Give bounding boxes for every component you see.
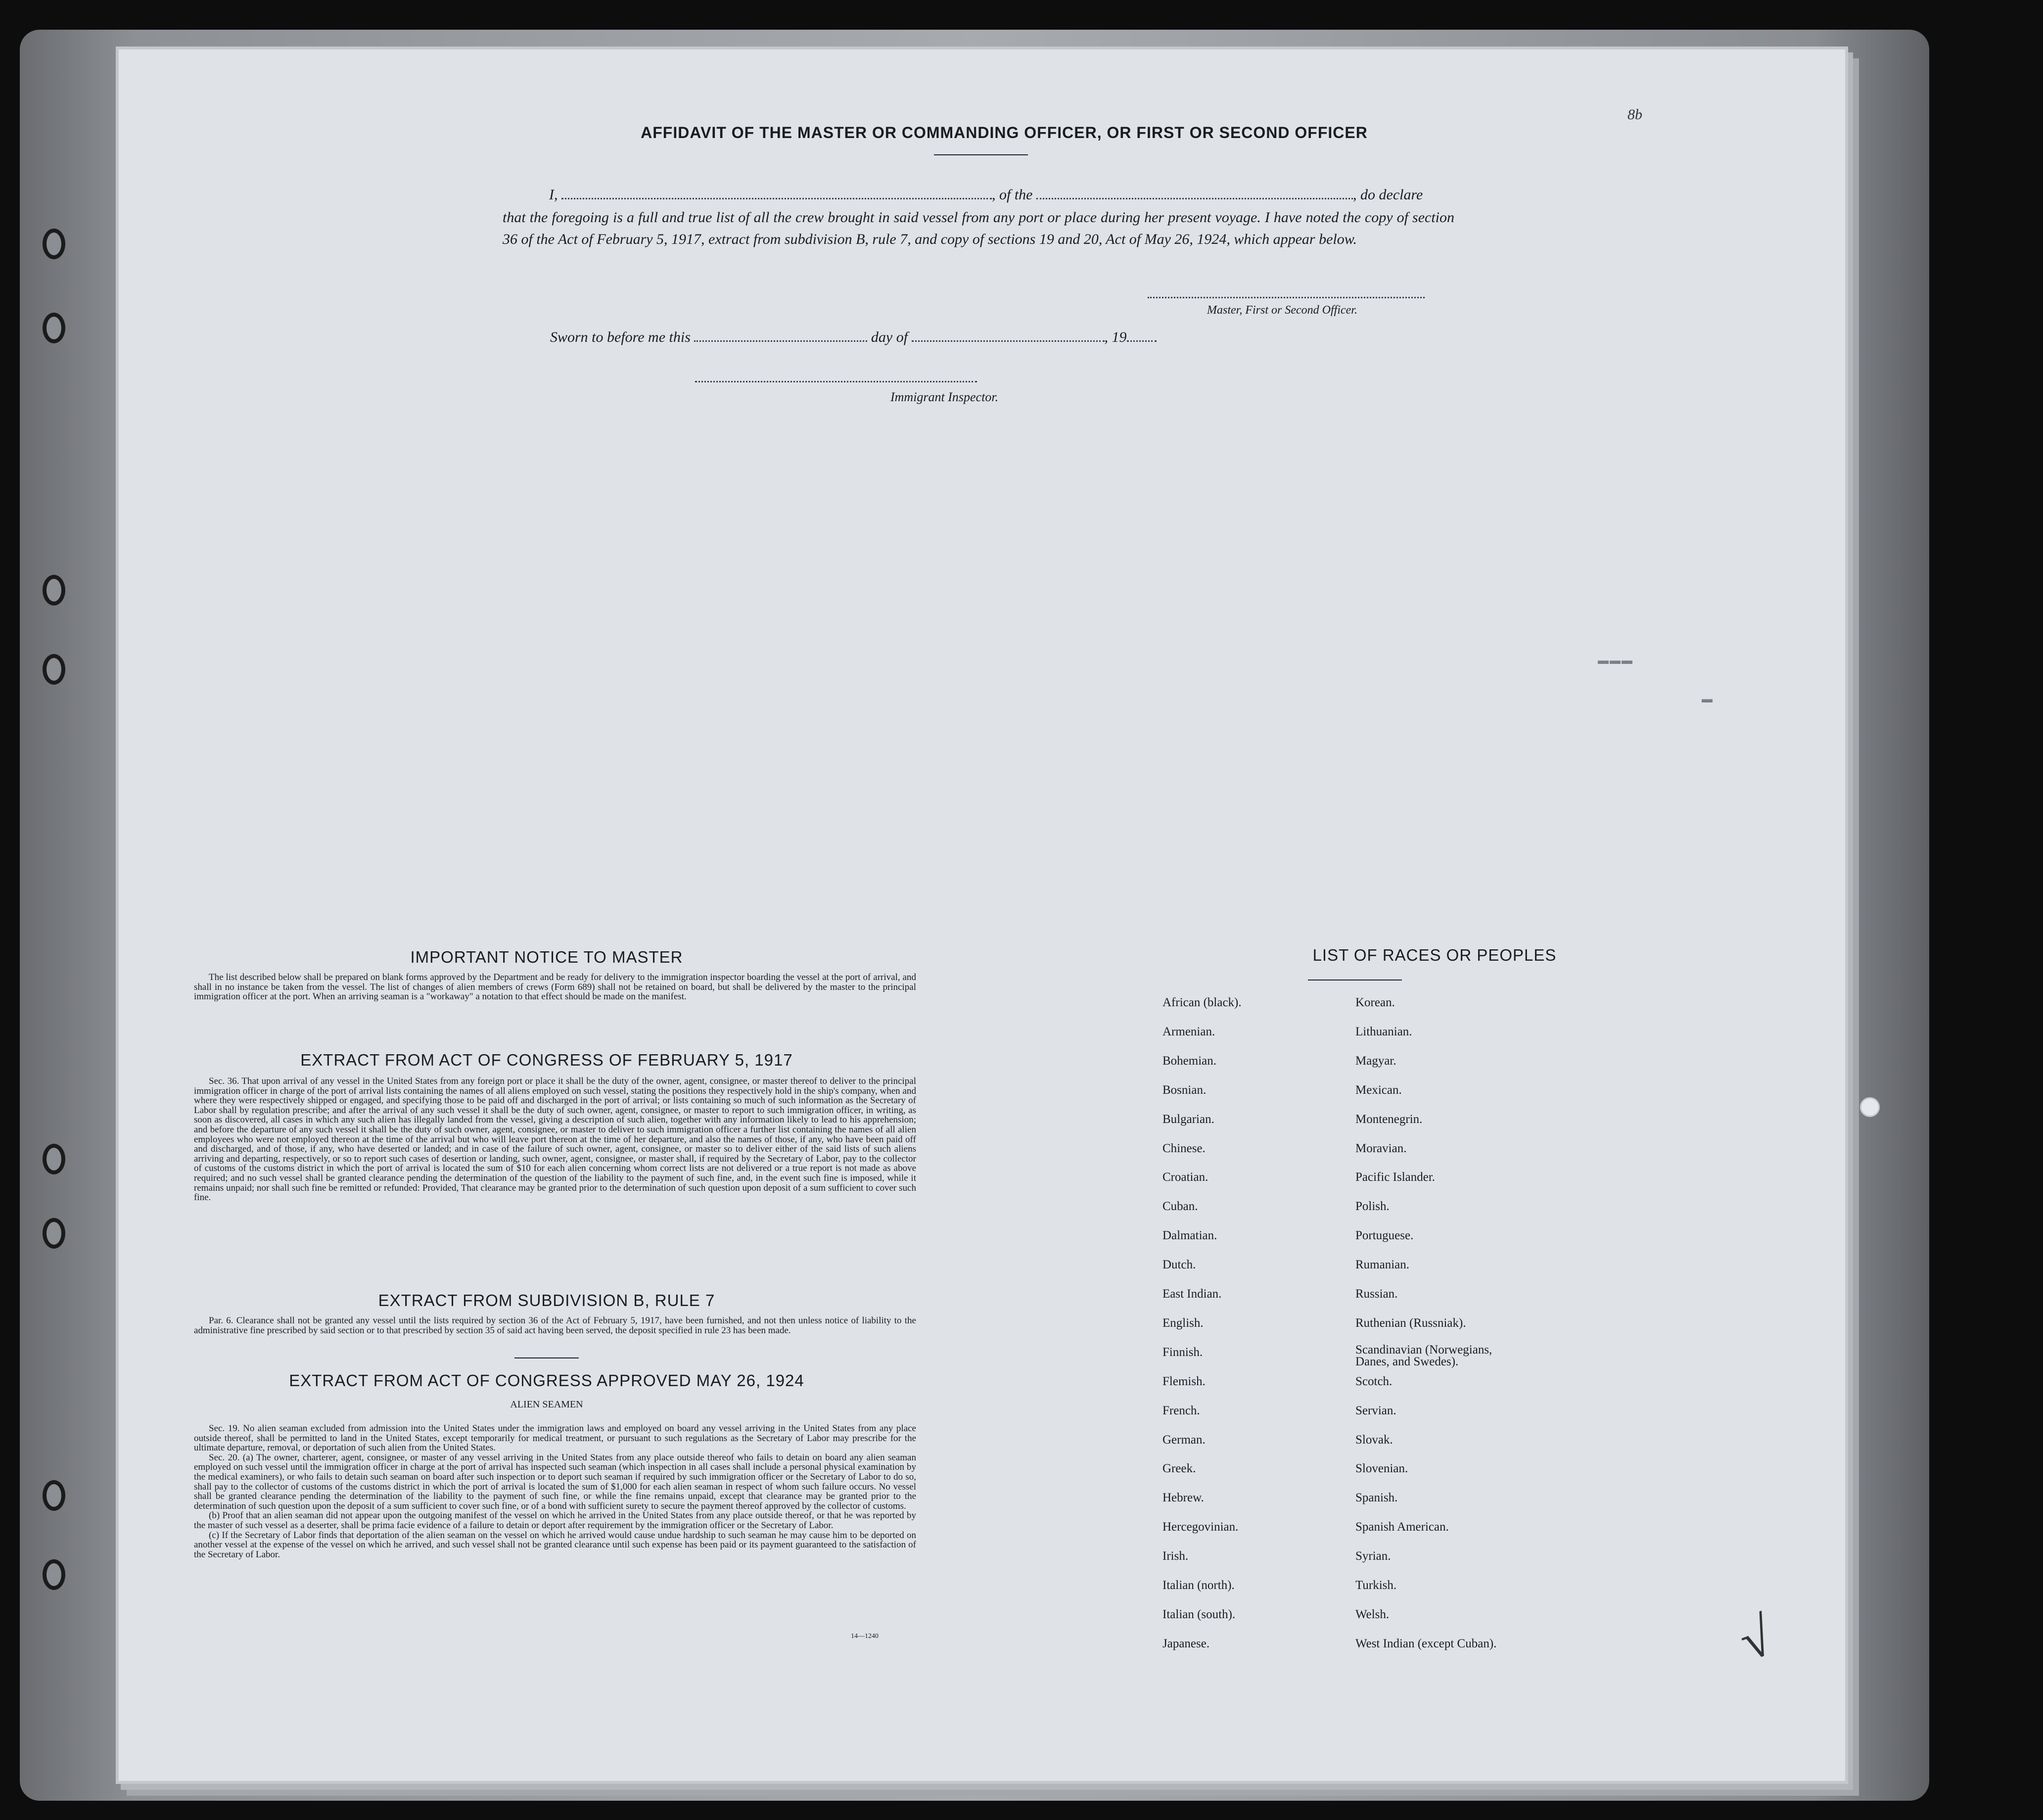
inspector-signature-line[interactable]	[695, 381, 977, 382]
race-item: Slovenian.	[1355, 1462, 1408, 1476]
race-item: Spanish.	[1355, 1491, 1398, 1505]
declaration-do-declare: , do declare	[1353, 187, 1423, 203]
bleed-through-mark: ▬	[1702, 693, 1714, 705]
race-item: Scandinavian (Norwegians, Danes, and Swedes).	[1355, 1343, 1492, 1368]
race-item: Magyar.	[1355, 1054, 1396, 1068]
rule7-paragraph: Par. 6. Clearance shall not be granted any vessel until the lists required by section 36 of the Act of February 5, 1917, have been furnished, and not then unless notice of liability to the administrative fine prescribed by said section or to that prescribed by section 35 of said act having been served, the deposit specified in rule 23 has been made.	[194, 1315, 916, 1336]
race-item: East Indian.	[1162, 1287, 1222, 1301]
race-item: Servian.	[1355, 1403, 1396, 1417]
race-item: Japanese.	[1162, 1636, 1210, 1650]
page-number-handwritten: 8b	[1627, 106, 1642, 123]
sworn-year: , 19	[1104, 329, 1127, 345]
race-item: Bohemian.	[1162, 1054, 1217, 1068]
section-20c-paragraph: (c) If the Secretary of Labor finds that deportation of the alien seaman on the vessel on which he arrived would cause undue hardship to such seaman he may cause him to be deported on another vessel at the expense of the vessel on which he arrived, and such vessel shall not be granted clearance until such expense has been paid or its payment guaranteed to the satisfaction of the Secretary of Labor.	[194, 1530, 916, 1560]
master-signature-label: Master, First or Second Officer.	[1207, 304, 1357, 317]
race-item: Slovak.	[1355, 1433, 1393, 1447]
race-item: German.	[1162, 1433, 1206, 1447]
affidavit-title: AFFIDAVIT OF THE MASTER OR COMMANDING OFFICER, OR FIRST OR SECOND OFFICER	[641, 124, 1368, 141]
check-mark-handwritten: √	[1731, 1605, 1781, 1673]
race-item: Italian (south).	[1162, 1607, 1236, 1621]
race-item: Dutch.	[1162, 1258, 1196, 1272]
race-item: Armenian.	[1162, 1025, 1215, 1038]
race-item: Hebrew.	[1162, 1491, 1204, 1505]
race-item: Hercegovinian.	[1162, 1520, 1239, 1534]
binder-hole	[43, 654, 65, 685]
master-signature-line[interactable]	[1148, 297, 1425, 298]
notice-title: IMPORTANT NOTICE TO MASTER	[410, 948, 683, 966]
binder-hole	[43, 229, 65, 259]
alien-seamen-subtitle: ALIEN SEAMEN	[510, 1399, 583, 1410]
race-item: Korean.	[1355, 996, 1395, 1009]
vessel-name-blank[interactable]	[1036, 189, 1353, 199]
race-item: English.	[1162, 1316, 1204, 1330]
declaration-of-the: , of the	[992, 187, 1033, 203]
race-item: African (black).	[1162, 996, 1242, 1009]
section-20b-paragraph: (b) Proof that an alien seaman did not appear upon the outgoing manifest of the vessel on which he arrived in the United States from any place outside thereof, or that he was reported by the master of such vessel as a deserter, shall be prima facie evidence of a failure to detain or deport after requirement by the immigration officer or the Secretary of Labor.	[194, 1510, 916, 1531]
extract-1924-title: EXTRACT FROM ACT OF CONGRESS APPROVED MAY 26, 1924	[289, 1371, 804, 1390]
race-item: Portuguese.	[1355, 1229, 1414, 1243]
race-item: Polish.	[1355, 1200, 1390, 1213]
form-number: 14—1240	[851, 1633, 879, 1640]
race-item: Bosnian.	[1162, 1083, 1207, 1097]
race-item: Finnish.	[1162, 1345, 1203, 1359]
declaration-i: I,	[549, 187, 558, 203]
sworn-prefix: Sworn to before me this	[550, 329, 691, 345]
paper-hole	[1860, 1097, 1880, 1117]
race-item: Dalmatian.	[1162, 1229, 1217, 1243]
binder-hole	[43, 1480, 65, 1511]
race-item: Cuban.	[1162, 1200, 1198, 1213]
race-item: West Indian (except Cuban).	[1355, 1636, 1497, 1650]
extract-rule7-text	[194, 1316, 916, 1335]
race-item: Spanish American.	[1355, 1520, 1449, 1534]
races-title: LIST OF RACES OR PEOPLES	[1312, 946, 1557, 964]
race-item: Moravian.	[1355, 1141, 1407, 1155]
binder-hole	[43, 575, 65, 606]
bleed-through-mark: ▬▬▬	[1598, 654, 1633, 666]
race-item: French.	[1162, 1403, 1200, 1417]
declaration-body: that the foregoing is a full and true list of all the crew brought in said vessel from any port or place during her present voyage. I have noted the copy of section 36 of the Act of February 5, 1917, extract from subdivision B, rule 7, and copy of sections 19 and 20, Act of May 26, 1924, which appear below.	[503, 209, 1454, 247]
race-item: Greek.	[1162, 1462, 1196, 1476]
declaration-first-line	[549, 184, 1423, 206]
binder-hole	[43, 313, 65, 343]
extract-rule7-title: EXTRACT FROM SUBDIVISION B, RULE 7	[378, 1291, 715, 1309]
race-item: Lithuanian.	[1355, 1025, 1412, 1038]
race-item: Ruthenian (Russniak).	[1355, 1316, 1466, 1330]
race-item: Flemish.	[1162, 1374, 1206, 1388]
sworn-date-blank[interactable]	[694, 331, 867, 342]
section-20a-paragraph: Sec. 20. (a) The owner, charterer, agent, consignee, or master of any vessel arriving in the United States from any place outside thereof who fails to detain on board any alien seaman employed on such vessel until the immigration officer in charge at the port of arrival has inspected such seaman (which inspection in all cases shall include a personal physical examination by the medical examiners), or who fails to detain such seaman on board after such inspection or to deport such seaman if required by such immigration officer or the Secretary of Labor to do so, shall pay to the collector of customs of the customs district in which the port of arrival is located the sum of $1,000 for each alien seaman in respect of whom such failure occurs. No vessel shall be granted clearance pending the determination of the liability to the payment of such fine, or while the fine remains unpaid, except that clearance may be granted prior to the determination of such question upon the deposit of a sum sufficient to cover such fine, or of a bond with sufficient surety to secure the payment thereof approved by the collector of customs.	[194, 1452, 916, 1511]
title-underline	[934, 154, 1028, 155]
race-item: Chinese.	[1162, 1141, 1206, 1155]
sworn-day-of: day of	[871, 329, 908, 345]
section-divider	[514, 1357, 579, 1358]
race-item: Montenegrin.	[1355, 1112, 1423, 1126]
notice-text	[194, 973, 916, 1002]
race-item: Scotch.	[1355, 1374, 1393, 1388]
extract-1917-title: EXTRACT FROM ACT OF CONGRESS OF FEBRUARY 5, 1917	[300, 1051, 793, 1069]
binder-hole	[43, 1218, 65, 1249]
extract-1917-text	[194, 1076, 916, 1203]
race-item: Russian.	[1355, 1287, 1398, 1301]
race-item: Bulgarian.	[1162, 1112, 1214, 1126]
race-item: Croatian.	[1162, 1170, 1208, 1184]
binder-hole	[43, 1144, 65, 1174]
race-item: Mexican.	[1355, 1083, 1402, 1097]
race-item: Pacific Islander.	[1355, 1170, 1436, 1184]
sworn-line	[550, 327, 1157, 348]
inspector-signature-label: Immigrant Inspector.	[890, 390, 999, 404]
binder-hole	[43, 1559, 65, 1590]
extract-1924-text	[194, 1424, 916, 1559]
notice-paragraph: The list described below shall be prepared on blank forms approved by the Department and be ready for delivery to the immigration inspector boarding the vessel at the port of arrival, and shall in no instance be taken from the vessel. The list of changes of alien members of crews (Form 689) shall not be retained on board, but shall be delivered by the master to the principal immigration officer at the port. When an arriving seaman is a "workaway" a notation to that effect should be made on the manifest.	[194, 972, 916, 1002]
race-item: Italian (north).	[1162, 1579, 1235, 1592]
sworn-month-blank[interactable]	[912, 331, 1105, 342]
declarant-name-blank[interactable]	[561, 189, 992, 199]
race-item: Welsh.	[1355, 1607, 1390, 1621]
sworn-year-blank[interactable]	[1127, 331, 1157, 342]
race-item: Irish.	[1162, 1549, 1189, 1563]
race-item: Turkish.	[1355, 1579, 1397, 1592]
race-item: Syrian.	[1355, 1549, 1391, 1563]
section-36-paragraph: Sec. 36. That upon arrival of any vessel in the United States from any foreign port or place it shall be the duty of the owner, agent, consignee, or master thereof to deliver to the principal immigration officer in charge of the port of arrival lists containing the names of all aliens employed on such vessel, stating the positions they respectively hold in the ship's company, when and where they were respectively shipped or engaged, and specifying those to be paid off and discharged in the port of arrival; or lists containing so much of such information as the Secretary of Labor shall by regulation prescribe; and after the arrival of any such vessel it shall be the duty of such owner, agent, consignee, or master to report to such immigration officer, in writing, as soon as discovered, all cases in which any such alien has illegally landed from the vessel, giving a description of such alien, together with any information likely to lead to his apprehension; and before the departure of any such vessel it shall be the duty of such owner, agent, consignee, or master to deliver to such immigration officer a further list containing the names of all alien employees who were not employed thereon at the time of the arrival but who will leave port thereon at the time of her departure, and also the names of those, if any, who have been paid off and discharged, and of those, if any, who have deserted or landed; and in case of the failure of such owner, agent, consignee, or master so to deliver either of the said lists of such aliens arriving and departing, respectively, or so to report such cases of desertion or landing, such owner, agent, consignee, or master shall, if required by the Secretary of Labor, pay to the collector of customs of the customs district in which the port of arrival is located the sum of $10 for each alien concerning whom correct lists are not delivered or a true report is not made as above required; and no such vessel shall be granted clearance pending the determination of the question of the liability to the payment of such fine, and, in the event such fine is imposed, while it remains unpaid; nor shall such fine be remitted or refunded: Provided, That clearance may be granted prior to the determination of such question upon deposit of a sum sufficient to cover such fine.	[194, 1076, 916, 1203]
section-19-paragraph: Sec. 19. No alien seaman excluded from admission into the United States under the immigration laws and employed on board any vessel arriving in the United States from any place outside thereof, shall be permitted to land in the United States, except temporarily for medical treatment, or pursuant to such regulations as the Secretary of Labor may prescribe for the ultimate departure, removal, or deportation of such alien from the United States.	[194, 1423, 916, 1453]
race-item: Rumanian.	[1355, 1258, 1410, 1272]
